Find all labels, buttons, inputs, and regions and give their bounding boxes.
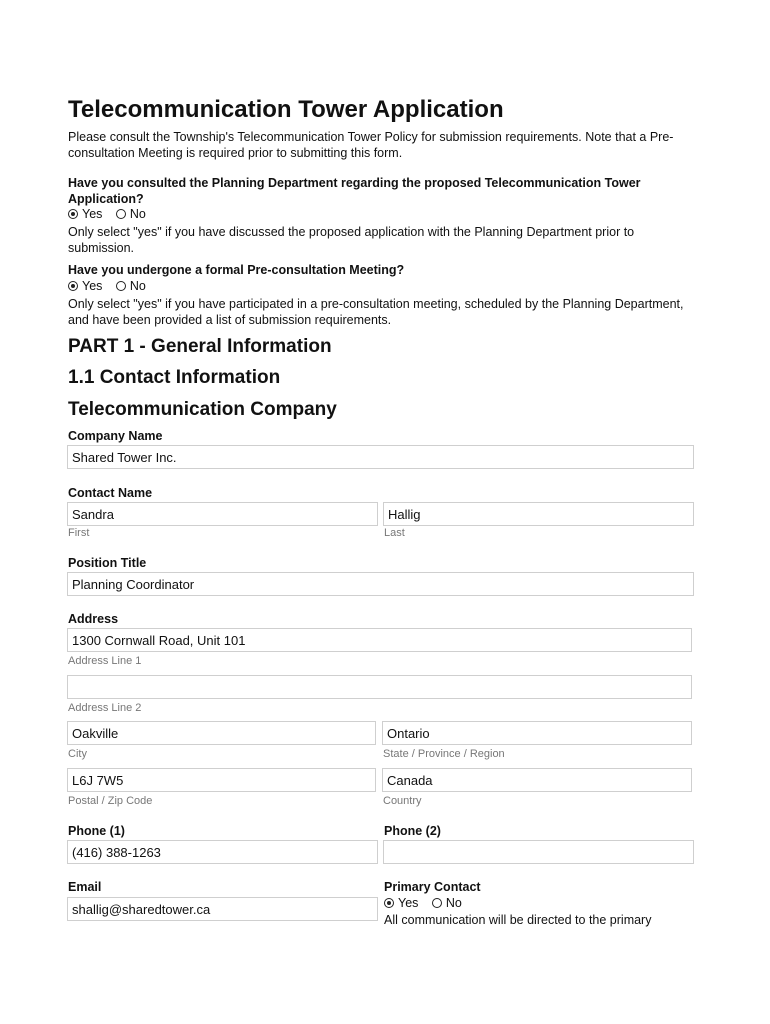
section-1-1-heading: 1.1 Contact Information xyxy=(68,367,281,388)
q2-radio-group xyxy=(68,279,146,294)
intro-text: Please consult the Township's Telecommunication Tower Policy for submission requirements. Note that a Pre-consultation Meeting is required prior to submitting this form. xyxy=(68,130,674,160)
postal-code-field[interactable]: L6J 7W5 xyxy=(67,768,376,792)
state-field[interactable]: Ontario xyxy=(382,721,692,745)
address-line1-sublabel: Address Line 1 xyxy=(68,655,142,667)
q1-no-radio[interactable] xyxy=(116,209,126,219)
phone2-label: Phone (2) xyxy=(384,824,441,838)
address-line1-field[interactable]: 1300 Cornwall Road, Unit 101 xyxy=(67,628,692,652)
city-field[interactable]: Oakville xyxy=(67,721,376,745)
phone1-label: Phone (1) xyxy=(68,824,125,838)
q1-radio-group xyxy=(68,207,146,222)
company-name-label: Company Name xyxy=(68,429,163,443)
part1-heading: PART 1 - General Information xyxy=(68,336,332,357)
primary-contact-yes-label: Yes xyxy=(398,896,419,910)
q2-yes-radio[interactable] xyxy=(68,281,78,291)
primary-contact-no-radio[interactable] xyxy=(432,898,442,908)
q2-yes-label: Yes xyxy=(82,279,103,293)
first-name-field[interactable]: Sandra xyxy=(67,502,378,526)
phone1-field[interactable]: (416) 388-1263 xyxy=(67,840,378,864)
address-line2-sublabel: Address Line 2 xyxy=(68,702,142,714)
q1-help: Only select "yes" if you have discussed the proposed application with the Planning Department prior to submission. xyxy=(68,225,635,255)
first-name-sublabel: First xyxy=(68,527,90,539)
q1-question: Have you consulted the Planning Department regarding the proposed Telecommunication Tower Application? xyxy=(68,176,641,206)
position-title-label: Position Title xyxy=(68,556,147,570)
postal-code-sublabel: Postal / Zip Code xyxy=(68,795,153,807)
q1-yes-radio[interactable] xyxy=(68,209,78,219)
country-field[interactable]: Canada xyxy=(382,768,692,792)
q2-no-radio[interactable] xyxy=(116,281,126,291)
primary-contact-radio-group xyxy=(384,896,462,911)
q2-no-label: No xyxy=(129,279,146,293)
last-name-sublabel: Last xyxy=(384,527,405,539)
country-sublabel: Country xyxy=(383,795,422,807)
company-name-field[interactable]: Shared Tower Inc. xyxy=(67,445,694,469)
q1-yes-label: Yes xyxy=(82,207,103,221)
page-title: Telecommunication Tower Application xyxy=(68,96,504,123)
city-sublabel: City xyxy=(68,748,87,760)
company-heading: Telecommunication Company xyxy=(68,399,337,420)
primary-contact-yes-radio[interactable] xyxy=(384,898,394,908)
email-field[interactable]: shallig@sharedtower.ca xyxy=(67,897,378,921)
primary-contact-help: All communication will be directed to the primary xyxy=(384,913,652,927)
last-name-field[interactable]: Hallig xyxy=(383,502,694,526)
primary-contact-no-label: No xyxy=(445,896,462,910)
contact-name-label: Contact Name xyxy=(68,486,153,500)
phone2-field[interactable] xyxy=(383,840,694,864)
q2-question: Have you undergone a formal Pre-consultation Meeting? xyxy=(68,263,405,277)
state-sublabel: State / Province / Region xyxy=(383,748,505,760)
position-title-field[interactable]: Planning Coordinator xyxy=(67,572,694,596)
q1-no-label: No xyxy=(129,207,146,221)
address-label: Address xyxy=(68,612,119,626)
email-label: Email xyxy=(68,880,102,894)
address-line2-field[interactable] xyxy=(67,675,692,699)
q2-help: Only select "yes" if you have participated in a pre-consultation meeting, scheduled by the Planning Department, and have been provided a list of submission requirements. xyxy=(68,297,684,327)
primary-contact-label: Primary Contact xyxy=(384,880,481,894)
